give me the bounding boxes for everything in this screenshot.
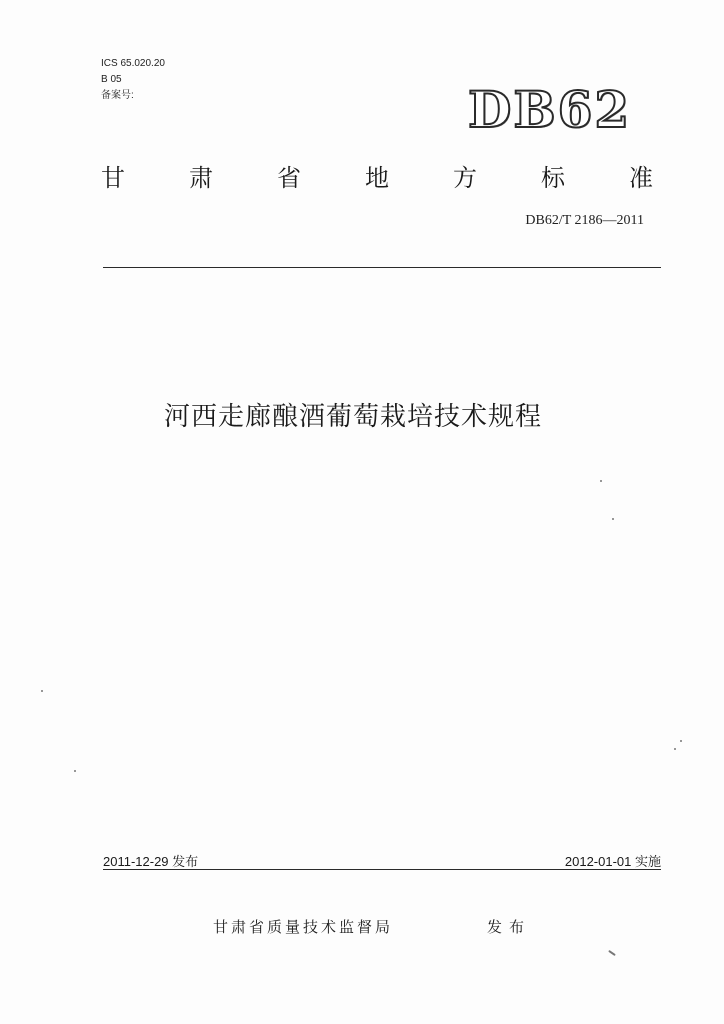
ics-code: ICS 65.020.20	[101, 58, 165, 69]
scan-speck	[612, 518, 614, 520]
publish-label: 发布	[487, 918, 532, 936]
footer-divider	[103, 869, 661, 870]
org-heading-char: 省	[277, 164, 301, 192]
document-title: 河西走廊酿酒葡萄栽培技术规程	[163, 402, 542, 432]
classification-block	[101, 56, 165, 104]
filing-number-label: 备案号:	[101, 90, 134, 101]
org-heading-char: 标	[541, 164, 565, 192]
scan-speck	[608, 950, 616, 956]
org-heading-char: 地	[365, 164, 389, 192]
scan-speck	[600, 480, 602, 482]
standard-number: DB62/T 2186—2011	[525, 213, 644, 228]
db62-logo: DB62	[468, 80, 632, 139]
org-heading-char: 甘	[101, 164, 125, 192]
org-heading-char: 准	[629, 164, 653, 192]
publisher-name: 甘肃省质量技术监督局	[213, 918, 394, 936]
header-divider	[103, 267, 661, 268]
org-heading-char: 肃	[189, 164, 213, 192]
scan-speck	[41, 690, 43, 692]
issue-date: 2011-12-29 发布	[103, 854, 199, 869]
ccs-code: B 05	[101, 74, 122, 85]
scan-speck	[674, 748, 676, 750]
org-heading-char: 方	[453, 164, 477, 192]
scan-speck	[680, 740, 682, 742]
org-heading	[101, 158, 653, 193]
implementation-date: 2012-01-01 实施	[564, 854, 661, 869]
scan-speck	[74, 770, 76, 772]
